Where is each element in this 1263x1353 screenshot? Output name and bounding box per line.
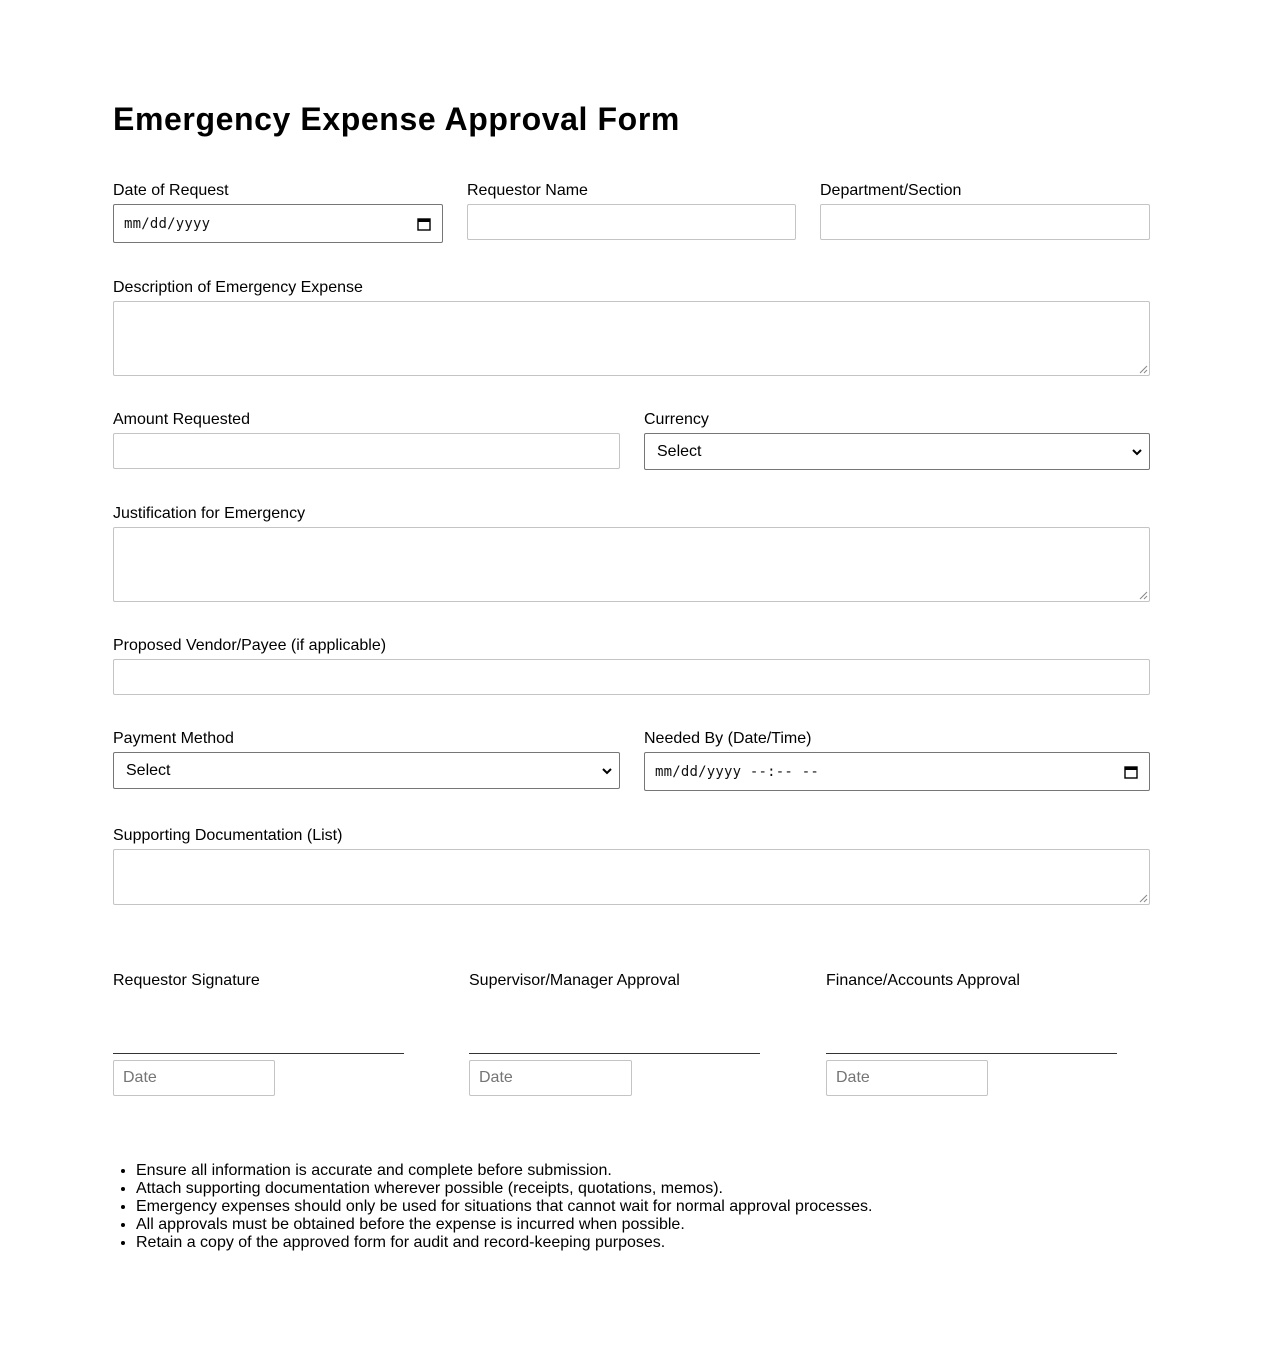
currency-select[interactable] [644,433,1150,470]
field-requestor-name [467,181,796,200]
signature-date-input[interactable] [469,1060,632,1096]
signature-line[interactable] [469,1053,760,1054]
needed-by-value: mm/dd/yyyy --:-- -- [655,763,819,780]
signature-line[interactable] [113,1053,404,1054]
signature-date-placeholder: Date [123,1069,157,1086]
field-description [113,278,1150,297]
calendar-icon[interactable] [1124,765,1138,779]
supporting-docs-label: Supporting Documentation (List) [113,827,343,844]
chevron-down-icon [1131,446,1143,458]
list-item: • All approvals must be obtained before the expense is incurred when possible. [136,1216,872,1234]
list-item: • Attach supporting documentation wherever possible (receipts, quotations, memos). [136,1180,872,1198]
field-date-of-request [113,181,443,232]
payment-method-selected: Select [126,761,171,779]
signature-block-requestor [113,971,413,1086]
justification-label: Justification for Emergency [113,505,306,522]
requestor-name-input[interactable] [467,204,796,240]
signature-date-input[interactable] [826,1060,988,1096]
justification-textarea[interactable] [113,527,1150,602]
signature-label: Requestor Signature [113,972,260,989]
form-title: Emergency Expense Approval Form [113,101,680,137]
field-needed-by [644,729,1150,780]
instructions-list [113,1162,872,1252]
currency-label: Currency [644,411,709,428]
resize-handle-icon[interactable] [1139,894,1148,903]
resize-handle-icon[interactable] [1139,365,1148,374]
department-input[interactable] [820,204,1150,240]
chevron-down-icon [601,765,613,777]
signature-label: Supervisor/Manager Approval [469,972,680,989]
date-of-request-label: Date of Request [113,182,229,199]
field-justification [113,504,1150,523]
list-item: • Emergency expenses should only be used for situations that cannot wait for normal approval processes. [136,1198,872,1216]
supporting-docs-textarea[interactable] [113,849,1150,905]
description-label: Description of Emergency Expense [113,279,363,296]
field-amount [113,410,620,429]
resize-handle-icon[interactable] [1139,591,1148,600]
signature-block-supervisor [469,971,769,1086]
list-item: • Ensure all information is accurate and complete before submission. [136,1162,872,1180]
needed-by-input[interactable] [644,752,1150,791]
field-currency [644,410,1150,460]
department-label: Department/Section [820,182,962,199]
signature-date-placeholder: Date [479,1069,513,1086]
signature-label: Finance/Accounts Approval [826,972,1020,989]
signature-line[interactable] [826,1053,1117,1054]
description-textarea[interactable] [113,301,1150,376]
calendar-icon[interactable] [417,217,431,231]
requestor-name-label: Requestor Name [467,182,588,199]
date-of-request-value: mm/dd/yyyy [124,215,211,232]
field-supporting-docs [113,826,1150,845]
list-item: • Retain a copy of the approved form for audit and record-keeping purposes. [136,1234,872,1252]
needed-by-label: Needed By (Date/Time) [644,730,812,747]
payment-method-select[interactable] [113,752,620,789]
amount-input[interactable] [113,433,620,469]
date-of-request-input[interactable] [113,204,443,243]
currency-selected: Select [657,442,702,460]
vendor-label: Proposed Vendor/Payee (if applicable) [113,637,387,654]
vendor-input[interactable] [113,659,1150,695]
field-payment-method [113,729,620,779]
payment-method-label: Payment Method [113,730,234,747]
signature-block-finance [826,971,1126,1086]
field-vendor [113,636,1150,655]
signature-date-input[interactable] [113,1060,275,1096]
signature-date-placeholder: Date [836,1069,870,1086]
amount-label: Amount Requested [113,411,250,428]
field-department [820,181,1150,200]
